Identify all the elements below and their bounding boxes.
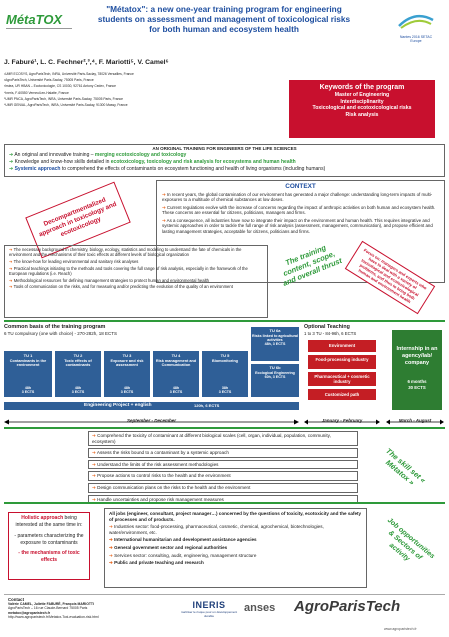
tu-6b: TU 6b Ecological Engineering 60h, 3 ECTS — [251, 364, 299, 397]
divider-green-1 — [4, 320, 445, 322]
original-line-2: ➔ Knowledge and know-how skills detailed in ecotoxicology, toxicology and risk analysis for ecosystems and human health — [9, 158, 296, 165]
tu-4: TU 4 Risk management and Communication 48h 3 ECTS — [153, 351, 199, 397]
anses-logo: anses — [244, 602, 276, 614]
footer-divider — [4, 594, 445, 595]
content-item-1: ➔ The know-how for leading environmental and sanitary risk analyses — [9, 258, 139, 264]
skills-list — [88, 431, 358, 504]
context-box: CONTEXT ➔ In recent years, the global contamination of our environment has generated a major challenge: understanding long-term impacts of multi-exposures to a multitude of chemical substances at low doses. ➔ Current regulations evolve with the increase of concerns regarding the impact of anthropic activities on both human and ecosystem health. These concerns are essential for citizens, politicians, managers and firms. ➔ As a consequence, all industries have now to integrate their impact on the environment and human health. This requires integrative and systemic approaches in order to tackle the full range of risk analysis (assessment, management, communication), and propose efficient and lasting management strategies, acceptable for citizens, politicians and firms. — [156, 180, 445, 283]
tu-2: TU 2 Toxic effects of contaminants 48h 3 ECTS — [55, 351, 101, 397]
holistic-box: Holistic approach being interested at the same time in: - parameters characterizing the exposure to contaminants - the mechanisms of toxic effects — [8, 512, 90, 580]
content-item-3: ➔ Methodological resources for defining management strategies to protect human and environmental health — [9, 277, 209, 283]
optional-custom: Customized path — [308, 389, 376, 400]
program-title: Common basis of the training program — [4, 324, 106, 330]
job-4: ➔ Services sector: consulting, audit, engineering, management structure — [109, 552, 257, 558]
content-intro: ➔ The necessary background in chemistry, biology, ecology, statistics and modeling to understand the fate of chemicals in the environment and the mechanisms of their toxic effects at different levels of biological organization — [9, 247, 242, 257]
skill-2: ➔ Assess the risks bound to a contaminant by a systemic approach — [88, 448, 358, 458]
original-training-box — [4, 144, 445, 177]
optional-food: Food-processing industry — [308, 355, 376, 369]
job-5: ➔ Public and private teaching and research — [109, 560, 204, 566]
internship-box: Internship in an agency/lab/ company 6 months 30 ECTS — [392, 330, 442, 410]
tu-5: TU 5 Biomonitoring 38h 3 ECTS — [202, 351, 248, 397]
affiliations: ¹UMR ECOSYS, AgroParisTech, INRA, Université Paris-Saclay, 78026 Versailles, France ²AgroParisTech, Université Paris-Saclay, 75005 Paris, France ³Irstea, UR HBAN – Ecotoxicologie, CS 10030, 92761 Antony Cedex, France ⁴Ineris, F-60550 Verneuil-en-Halatte, France ⁵UMR PNCA, AgroParisTech, INRA, Université Paris-Saclay, 75005 Paris, France ⁶UMR GENIAL, AgroParisTech, INRA, Université Paris-Saclay, 91300 Massy, France — [4, 72, 134, 108]
focus-box: Focus on: managers and experts who have to deal with a variety of toxicological and ecotoxicological problems, and thus to bring both human and environment health — [344, 240, 436, 314]
jobs-box — [104, 508, 367, 588]
context-p1: ➔ In recent years, the global contamination of our environment has generated a major challenge: understanding long-term impacts of multi-exposures to a multitude of chemical substances at low doses. — [162, 191, 433, 203]
optional-pharma: Pharmaceutical + cosmetic industry — [308, 372, 376, 386]
poster-title: "Métatox": a new one-year training program for engineering students on assessment and management of toxicological risks for both human and ecosystem health — [97, 4, 351, 34]
skill-1: ➔ Comprehend the toxicity of contaminant at different biological scales (cell, organ, individual, population, community, ecosystem) — [88, 431, 358, 446]
divider-green-2 — [4, 427, 445, 429]
content-item-4: ➔ Tools of communication on the risks, and for measuring and/or predicting the evolution of the quality of an environment — [9, 284, 233, 290]
agroparistech-logo: AgroParisTech — [294, 598, 401, 615]
content-item-2: ➔ Practical teachings initiating to the methods and tools covering the full range of risk analysis, especially in the framework of the European regulations (i.e. Reach) — [9, 265, 248, 276]
setac-logo-icon — [395, 12, 437, 30]
website-url[interactable]: www.agroparistech.fr — [384, 627, 417, 631]
program-subtitle: 6 TU compulsory (one with choice) - 270-282h, 18 ECTS — [4, 330, 117, 336]
skills-label: The skill set « Métatox » — [383, 446, 428, 488]
period-1: September - December — [126, 418, 177, 423]
original-line-3: ➔ Systemic approach to comprehend the effects of contaminants on ecosystem functioning and health of living organisms (including humans) — [9, 165, 326, 172]
context-p3: ➔ As a consequence, all industries have now to integrate their impact on the environment and human health. This requires integrative and systemic approaches in order to tackle the full range of risk analysis (assessment, management, communication), and propose efficient and lasting management strategies, acceptable for citizens, politicians and firms. — [162, 217, 433, 235]
contact-web-link[interactable]: http://www.agroparistech.fr/Metatox-Toxi-evaluation-risk.html — [8, 614, 99, 619]
optional-environment: Environment — [308, 340, 376, 352]
skill-5: ➔ Design communication plans on the risks to the health and the environment — [88, 483, 358, 493]
period-2: January - February — [321, 418, 363, 423]
jobs-label: Job opportunities & Sectors of activity — [385, 516, 436, 563]
metatox-logo: MétaTOX — [6, 12, 63, 27]
setac-badge: Nantes 2016 SETAC Europe — [395, 12, 437, 38]
skill-6: ➔ Handle uncertainties and propose risk management measures — [88, 495, 358, 505]
decompart-box: Decompartmentalized approach in toxicology and ecotoxicology — [25, 182, 130, 259]
authors: J. Faburé¹, L. C. Fechner²,³,⁴, F. Mariotti⁵, V. Camel⁶ — [4, 59, 169, 66]
job-2: ➔ International humanitarian and development assistance agencies — [109, 537, 257, 543]
skill-3: ➔ Understand the limits of the risk assessment methodologies — [88, 460, 358, 470]
job-3: ➔ General government sector and regional authorities — [109, 544, 228, 550]
context-p2: ➔ Current regulations evolve with the increase of concerns regarding the impact of anthropic activities on both human and ecosystem health. These concerns are essential for citizens, politicians, managers and firms. — [162, 204, 436, 216]
keywords-box: Keywords of the program Master of Engineering Interdisciplinarity Toxicological and ecotoxicological risks Risk analysis — [289, 80, 435, 138]
original-line-1: ➔ An original and innovative training – merging ecotoxicology and toxicology — [9, 151, 187, 158]
tu-3: TU 3 Exposure and risk assessment 48h 3 ECTS — [104, 351, 150, 397]
project-bar: Engineering Project + english 120h, 6 ECTS — [4, 402, 299, 410]
skill-4: ➔ Propose actions to control risks to the health and the environment — [88, 471, 358, 481]
job-1: ➔ Industries sector: food-processing, pharmaceutical, cosmetic, chemical, agrochemical, biotechnologies, water/environment, etc. — [109, 524, 324, 535]
jobs-intro: All jobs (engineer, consultant, project manager…) concerned by the questions of toxicity, ecotoxicity and the safety of processes and of products. — [109, 511, 362, 522]
tu-6a: TU 6a Risks linked to agricultural activities 48h, 3 ECTS — [251, 327, 299, 361]
logo-underline — [6, 28, 72, 29]
period-3: March - August — [398, 418, 432, 423]
contact: Contact Valérie CAMEL, Juliette FABURÉ, François MARIOTTI AgroParisTech – 16 rue Claude-Bernard 75005 Paris metatox@agroparistech.fr http://www.agroparistech.fr/Metatox-Toxi-evaluation-risk.html — [8, 597, 168, 619]
optional-box: Optional Teaching 1 to 3 TU - 84-96h, 6 ECTS — [304, 324, 357, 336]
ineris-logo: INERIS maîtriser le risque pour un développement durable — [180, 600, 238, 618]
thrust-label: The training content, scope, and overall thrust — [281, 242, 344, 288]
original-title: AN ORIGINAL TRAINING FOR ENGINEERS OF THE LIFE SCIENCES — [152, 146, 297, 151]
content-box — [4, 245, 268, 318]
divider-green-3 — [4, 502, 445, 504]
tu-1: TU 1 Contaminants in the environment 48h 3 ECTS — [4, 351, 52, 397]
